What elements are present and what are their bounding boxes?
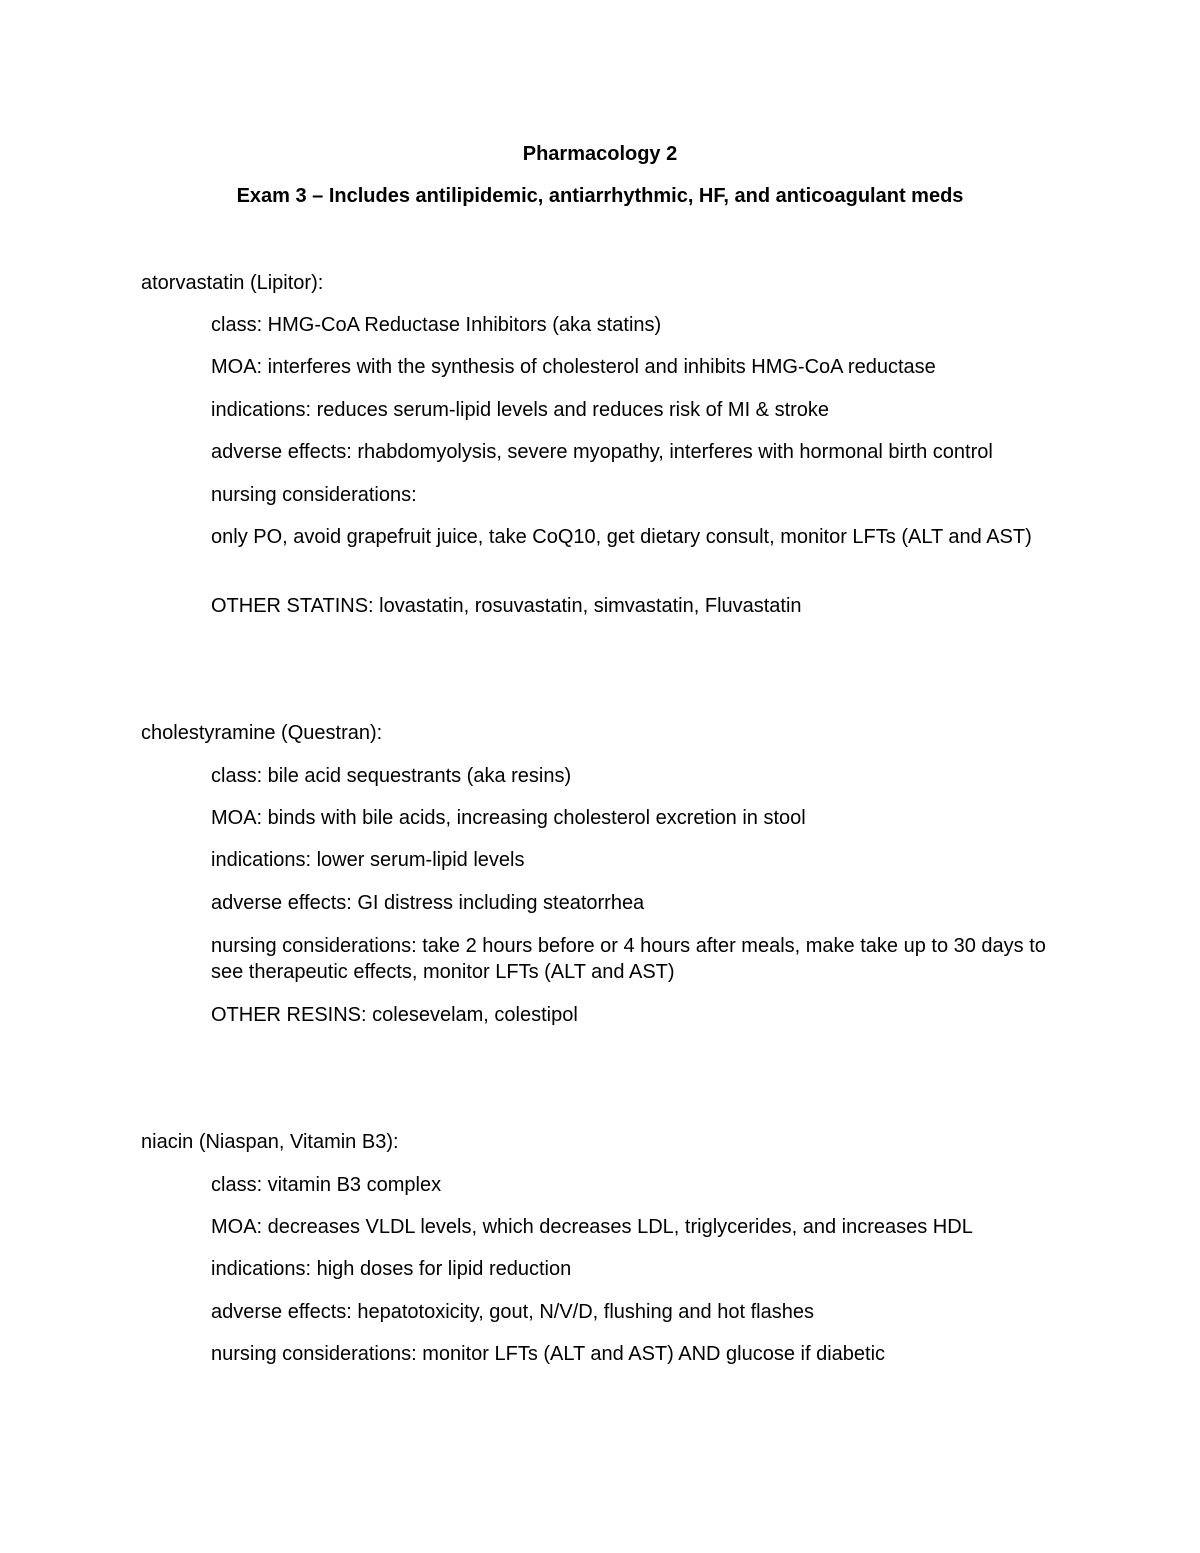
drug-heading-cholestyramine: cholestyramine (Questran):: [141, 722, 383, 744]
drug-class: class: vitamin B3 complex: [211, 1174, 442, 1196]
drug-indications: indications: high doses for lipid reduction: [211, 1258, 572, 1280]
document-title: Pharmacology 2: [522, 143, 678, 165]
drug-indications: indications: lower serum-lipid levels: [211, 849, 525, 871]
document-subtitle: Exam 3 – Includes antilipidemic, antiarrhythmic, HF, and anticoagulant meds: [236, 185, 964, 207]
drug-nursing-considerations: nursing considerations: monitor LFTs (ALT and AST) AND glucose if diabetic: [211, 1343, 886, 1365]
drug-indications: indications: reduces serum-lipid levels and reduces risk of MI & stroke: [211, 399, 830, 421]
drug-nursing-label: nursing considerations:: [211, 484, 417, 506]
drug-adverse-effects: adverse effects: hepatotoxicity, gout, N/V/D, flushing and hot flashes: [211, 1301, 814, 1323]
drug-other-resins: OTHER RESINS: colesevelam, colestipol: [211, 1004, 578, 1026]
drug-nursing-considerations: nursing considerations: take 2 hours before or 4 hours after meals, make take up to 30 days to see therapeutic effects, monitor LFTs (ALT and AST): [211, 935, 1046, 983]
drug-class: class: bile acid sequestrants (aka resins): [211, 765, 572, 787]
drug-moa: MOA: interferes with the synthesis of cholesterol and inhibits HMG-CoA reductase: [211, 356, 936, 378]
drug-heading-atorvastatin: atorvastatin (Lipitor):: [141, 272, 324, 294]
drug-other-statins: OTHER STATINS: lovastatin, rosuvastatin, simvastatin, Fluvastatin: [211, 595, 802, 617]
drug-moa: MOA: binds with bile acids, increasing cholesterol excretion in stool: [211, 807, 806, 829]
drug-class: class: HMG-CoA Reductase Inhibitors (aka statins): [211, 314, 662, 336]
drug-moa: MOA: decreases VLDL levels, which decreases LDL, triglycerides, and increases HDL: [211, 1216, 973, 1238]
drug-adverse-effects: adverse effects: GI distress including steatorrhea: [211, 892, 645, 914]
drug-nursing-considerations: only PO, avoid grapefruit juice, take CoQ10, get dietary consult, monitor LFTs (ALT and AST): [211, 526, 1032, 548]
drug-heading-niacin: niacin (Niaspan, Vitamin B3):: [141, 1131, 399, 1153]
drug-adverse-effects: adverse effects: rhabdomyolysis, severe myopathy, interferes with hormonal birth control: [211, 441, 993, 463]
